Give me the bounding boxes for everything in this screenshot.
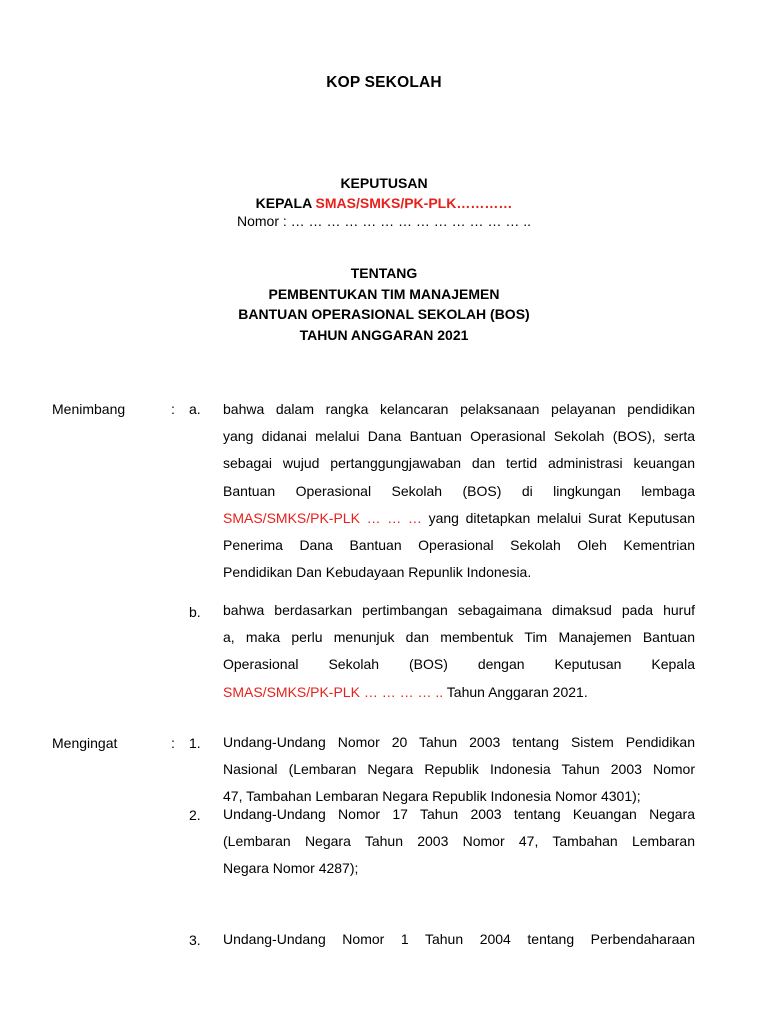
title-line-1: PEMBENTUKAN TIM MANAJEMEN — [268, 286, 500, 302]
menimbang-colon: : — [171, 401, 175, 417]
menimbang-b-line-rest: Tahun Anggaran 2021. — [443, 683, 588, 700]
menimbang-b-marker: b. — [189, 604, 201, 620]
menimbang-b-line: a, maka perlu menunjuk dan membentuk Tim Manajemen Bantuan — [223, 629, 695, 646]
title-line-2: BANTUAN OPERASIONAL SEKOLAH (BOS) — [238, 306, 530, 322]
kepala-school-placeholder: SMAS/SMKS/PK-PLK………… — [315, 195, 513, 211]
menimbang-a-marker: a. — [189, 401, 201, 417]
school-placeholder: SMAS/SMKS/PK-PLK … … … … .. — [223, 683, 444, 700]
menimbang-label: Menimbang — [52, 401, 126, 417]
menimbang-b-line: Operasional Sekolah (BOS) dengan Keputusan Kepala — [223, 656, 695, 673]
menimbang-b-line: bahwa berdasarkan pertimbangan sebagaimana dimaksud pada huruf — [223, 602, 695, 618]
mengingat-3-marker: 3. — [189, 932, 201, 948]
menimbang-a-line: sebagai wujud pertanggungjawaban dan tertid administrasi keuangan — [223, 455, 695, 472]
nomor-line: Nomor : … … … … … … … … … … … … … .. — [236, 213, 532, 229]
mengingat-label: Mengingat — [52, 735, 118, 751]
menimbang-a-paragraph — [223, 396, 695, 586]
mengingat-2-line: Undang-Undang Nomor 17 Tahun 2003 tentang Keuangan Negara — [223, 806, 695, 822]
menimbang-a-line: yang didanai melalui Dana Bantuan Operasional Sekolah (BOS), serta — [223, 428, 695, 445]
mengingat-1-marker: 1. — [189, 735, 201, 751]
menimbang-a-line: Bantuan Operasional Sekolah (BOS) di lingkungan lembaga — [223, 482, 695, 499]
menimbang-a-line: Penerima Dana Bantuan Operasional Sekolah Oleh Kementrian — [223, 537, 695, 554]
kepala-heading — [0, 193, 768, 213]
mengingat-2-line: (Lembaran Negara Tahun 2003 Nomor 47, Tambahan Lembaran — [223, 833, 695, 850]
menimbang-b-paragraph — [223, 597, 695, 706]
mengingat-2-line: Negara Nomor 4287); — [223, 860, 359, 877]
menimbang-a-line-rest: yang ditetapkan melalui Surat Keputusan — [421, 509, 695, 526]
school-placeholder: SMAS/SMKS/PK-PLK … … … — [223, 509, 422, 526]
mengingat-1-paragraph — [223, 729, 695, 811]
mengingat-colon: : — [171, 735, 175, 751]
mengingat-1-line: Undang-Undang Nomor 20 Tahun 2003 tentang Sistem Pendidikan — [223, 734, 695, 750]
mengingat-3-line: Undang-Undang Nomor 1 Tahun 2004 tentang Perbendaharaan — [223, 931, 695, 947]
menimbang-b-line — [223, 679, 695, 706]
title-line-3: TAHUN ANGGARAN 2021 — [299, 327, 469, 343]
mengingat-1-line: 47, Tambahan Lembaran Negara Republik Indonesia Nomor 4301); — [223, 788, 641, 805]
mengingat-1-line: Nasional (Lembaran Negara Republik Indonesia Tahun 2003 Nomor — [223, 761, 695, 778]
tentang-heading: TENTANG — [350, 265, 418, 281]
menimbang-a-line: Pendidikan Dan Kebudayaan Repunlik Indonesia. — [223, 564, 532, 581]
kop-sekolah-heading: KOP SEKOLAH — [326, 74, 442, 91]
menimbang-a-line — [223, 505, 695, 532]
kepala-prefix: KEPALA — [255, 195, 316, 211]
menimbang-a-line: bahwa dalam rangka kelancaran pelaksanaan pelayanan pendidikan — [223, 401, 695, 417]
mengingat-2-paragraph — [223, 801, 695, 883]
mengingat-3-paragraph — [223, 926, 695, 953]
keputusan-heading: KEPUTUSAN — [340, 175, 428, 191]
mengingat-2-marker: 2. — [189, 807, 201, 823]
